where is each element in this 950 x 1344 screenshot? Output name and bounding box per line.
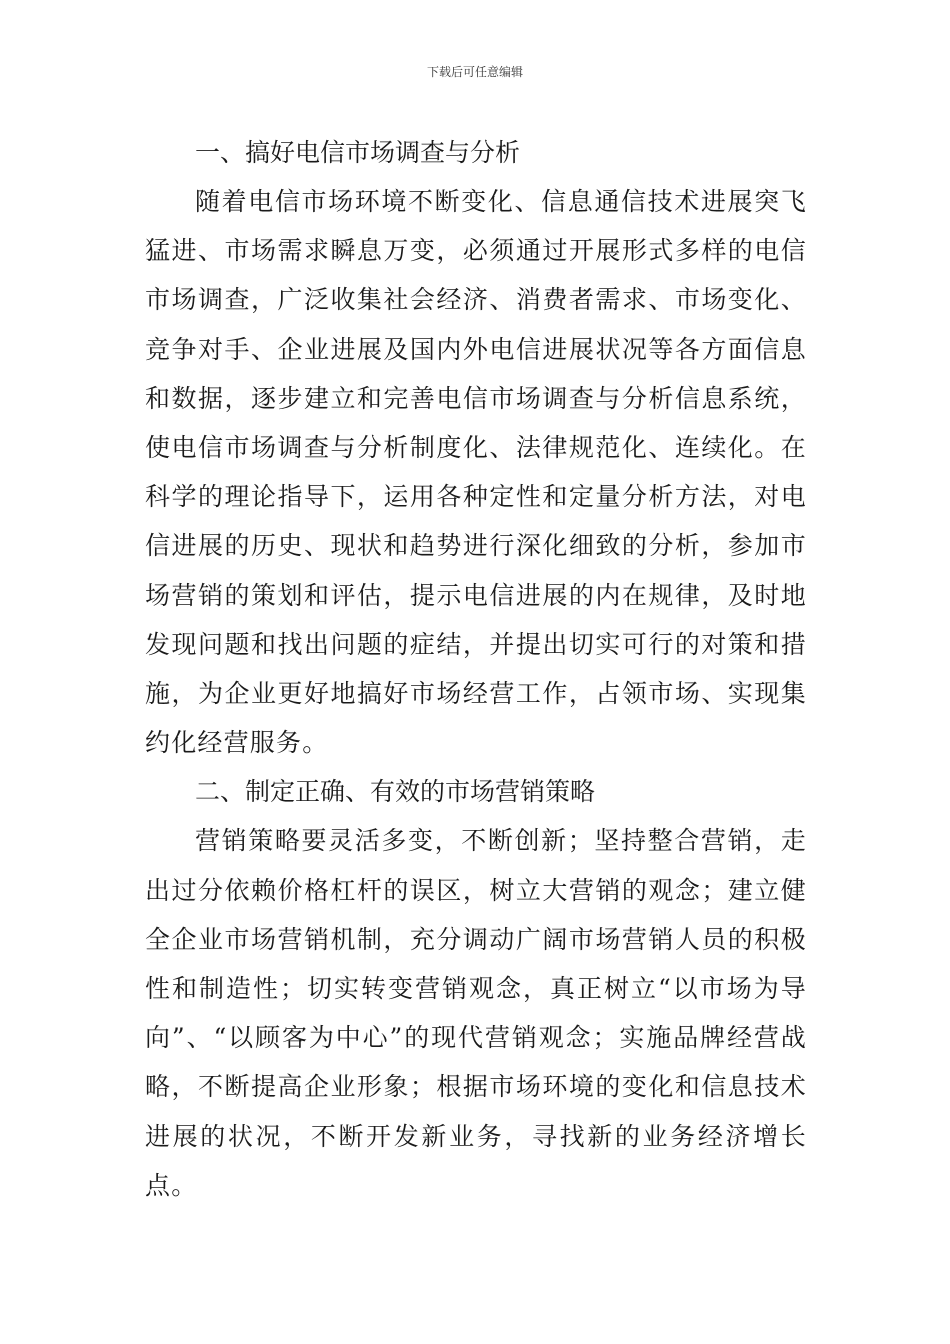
- document-body: [145, 128, 807, 1210]
- section-2-heading: 二、制定正确、有效的市场营销策略: [195, 777, 596, 807]
- section-2-paragraph: 营销策略要灵活多变，不断创新；坚持整合营销，走出过分依赖价格杠杆的误区，树立大营销的观念；建立健全企业市场营销机制，充分调动广阔市场营销人员的积极性和制造性；切实转变营销观念，真正树立“以市场为导向”、“以顾客为中心”的现代营销观念；实施品牌经营战略，不断提高企业形象；根据市场环境的变化和信息技术进展的状况，不断开发新业务，寻找新的业务经济增长点。: [145, 826, 807, 1200]
- section-1-paragraph: 随着电信市场环境不断变化、信息通信技术进展突飞猛进、市场需求瞬息万变，必须通过开展形式多样的电信市场调查，广泛收集社会经济、消费者需求、市场变化、竞争对手、企业进展及国内外电信进展状况等各方面信息和数据，逐步建立和完善电信市场调查与分析信息系统，使电信市场调查与分析制度化、法律规范化、连续化。在科学的理论指导下，运用各种定性和定量分析方法，对电信进展的历史、现状和趋势进行深化细致的分析，参加市场营销的策划和评估，提示电信进展的内在规律，及时地发现问题和找出问题的症结，并提出切实可行的对策和措施，为企业更好地搞好市场经营工作，占领市场、实现集约化经营服务。: [145, 187, 807, 758]
- section-1-heading: 一、搞好电信市场调查与分析: [195, 138, 521, 167]
- page-header-note: 下载后可任意编辑: [426, 65, 523, 79]
